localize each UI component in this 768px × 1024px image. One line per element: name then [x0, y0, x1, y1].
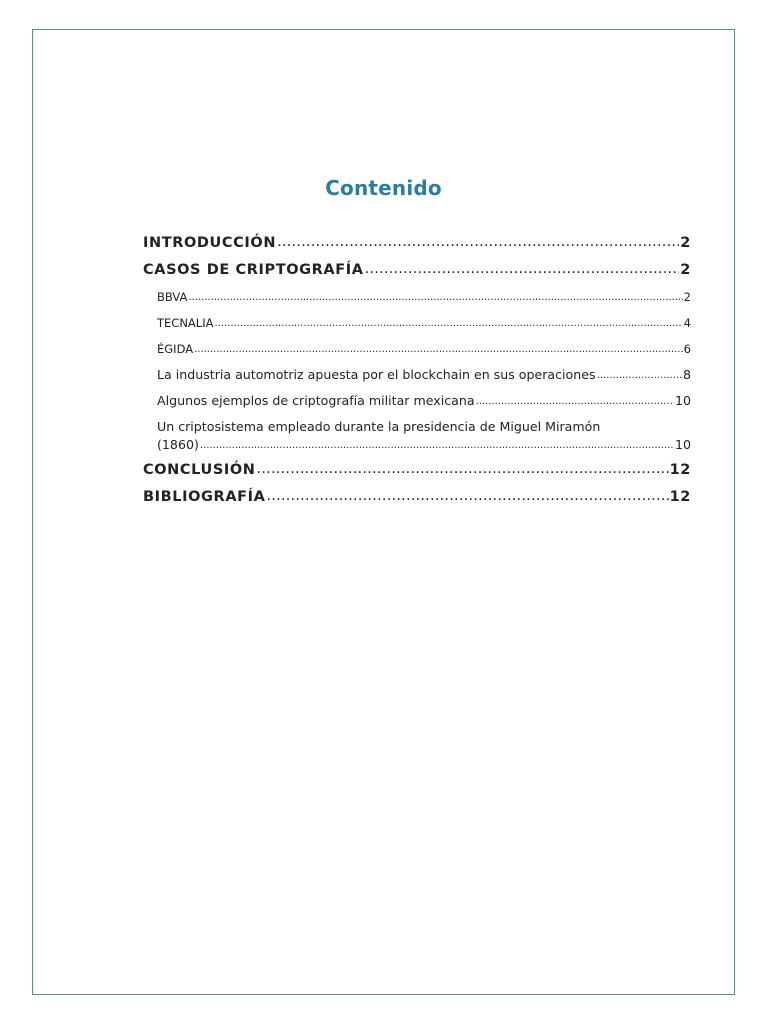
toc-entry-label: TECNALIA [157, 316, 214, 330]
document-page [32, 29, 735, 995]
toc-entry-label: La industria automotriz apuesta por el blockchain en sus operaciones [157, 367, 596, 382]
toc-entry-label: BBVA [157, 290, 188, 304]
toc-entry-page: 10 [674, 393, 691, 408]
toc-entry-label: CONCLUSIÓN [143, 462, 256, 478]
toc-leader-dots [188, 285, 682, 311]
toc-leader-dots [194, 337, 683, 363]
toc-entry-label: INTRODUCCIÓN [143, 235, 277, 251]
toc-leader-dots [365, 256, 680, 283]
table-of-contents [143, 230, 691, 511]
toc-entry-industria-automotriz[interactable] [143, 362, 691, 388]
toc-entry-label: BIBLIOGRAFÍA [143, 489, 266, 505]
toc-leader-dots [597, 363, 682, 389]
toc-entry-page: 10 [674, 437, 691, 452]
toc-leader-dots [200, 437, 674, 455]
toc-entry-bbva[interactable] [143, 284, 691, 310]
toc-entry-label-line1: Un criptosistema empleado durante la presidencia de Miguel Miramón [157, 419, 601, 434]
toc-entry-page: 4 [683, 316, 691, 330]
toc-entry-bibliografia[interactable] [143, 484, 691, 511]
toc-leader-dots [277, 229, 679, 256]
toc-entry-label-line2: (1860) [157, 437, 199, 452]
toc-leader-dots [257, 456, 669, 483]
toc-entry-page: 12 [669, 462, 691, 478]
toc-entry-label: Algunos ejemplos de criptografía militar mexicana [157, 393, 475, 408]
toc-entry-page: 2 [683, 290, 691, 304]
toc-entry-conclusion[interactable] [143, 457, 691, 484]
toc-entry-tecnalia[interactable] [143, 310, 691, 336]
toc-leader-dots [214, 311, 682, 337]
toc-entry-page: 6 [683, 342, 691, 356]
toc-entry-label: CASOS DE CRIPTOGRAFÍA [143, 262, 364, 278]
toc-entry-casos-de-criptografia[interactable] [143, 257, 691, 284]
toc-entry-criptosistema-miramon[interactable] [143, 418, 691, 454]
toc-entry-introduccion[interactable] [143, 230, 691, 257]
toc-entry-page: 12 [669, 489, 691, 505]
toc-entry-label: ÉGIDA [157, 342, 194, 356]
toc-entry-page: 2 [680, 235, 691, 251]
toc-entry-page: 8 [682, 367, 691, 382]
toc-leader-dots [476, 389, 674, 415]
toc-entry-criptografia-militar[interactable] [143, 388, 691, 414]
toc-title: Contenido [325, 176, 442, 200]
toc-entry-egida[interactable] [143, 336, 691, 362]
toc-entry-page: 2 [680, 262, 691, 278]
toc-leader-dots [266, 483, 668, 510]
